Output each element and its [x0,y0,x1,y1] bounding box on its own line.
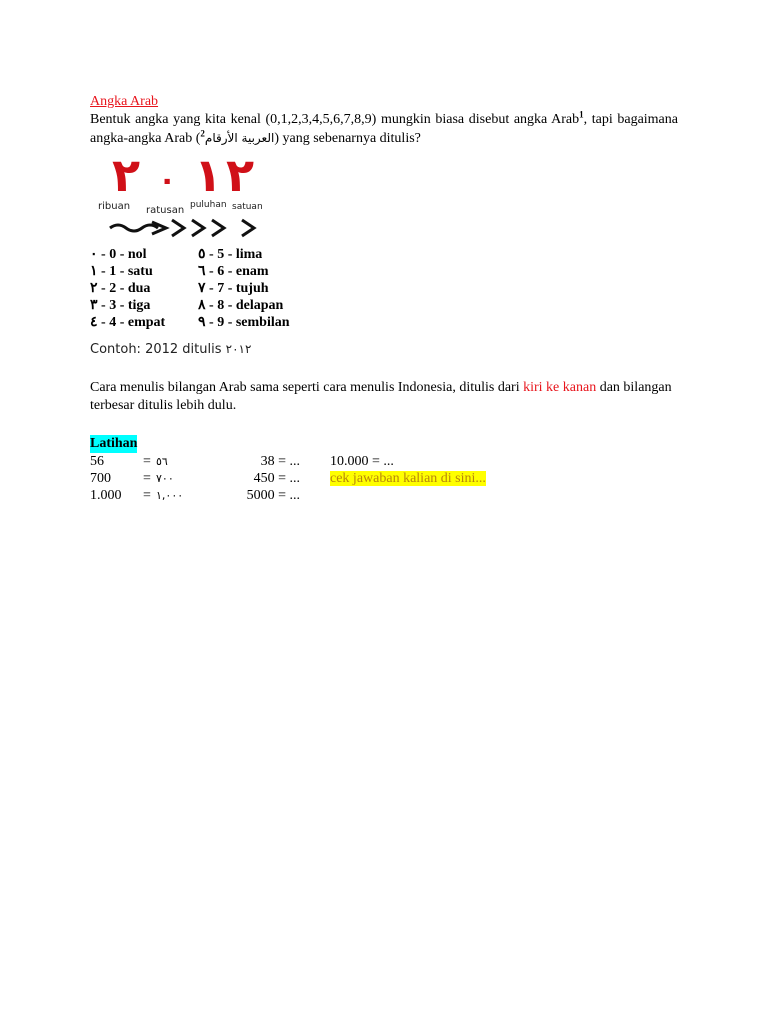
exercise-grid [90,453,678,504]
exercise-question: 10.000 = ... [330,454,394,469]
place-label-ratusan: ratusan [146,205,185,216]
exercise-question: 5000 = ... [246,488,300,503]
digit-units: ٢ [226,148,255,202]
heading-link[interactable]: Angka Arab [90,94,159,109]
example-text: Contoh: 2012 ditulis [90,342,226,357]
rule-text-1: Cara menulis bilangan Arab sama seperti cara menulis Indonesia, ditulis dari [90,380,524,395]
numeral-row: ٦ - 6 - enam [198,264,269,279]
numeral-column-right [198,246,398,331]
place-label-satuan: satuan [232,202,263,212]
rule-highlight: kiri ke kanan [523,380,597,395]
exercise-number: 700 [90,471,111,486]
exercise-arabic: ١,٠٠٠ [156,489,184,502]
exercise-arabic: ٥٦ [156,455,168,468]
arabic-term: العربية الأرقام [204,131,275,145]
exercise-arabic: ٧٠٠ [156,472,174,485]
numeral-row: ١ - 1 - satu [90,264,153,279]
exercise-title: Latihan [90,436,138,451]
example-line [90,340,678,359]
example-arabic: ٢٠١٢ [225,342,252,356]
exercise-question [330,487,678,504]
digit-tens: ١ [194,148,223,202]
document-page [90,93,678,504]
numeral-row: ٢ - 2 - dua [90,281,151,296]
numeral-row: ٣ - 3 - tiga [90,298,151,313]
direction-arrow-icon [108,214,268,240]
footnote-2[interactable]: 2 [200,128,205,139]
exercise-number: 1.000 [90,488,122,503]
numeral-row: ٠ - 0 - nol [90,247,147,262]
equals-sign: = [143,454,151,469]
numeral-row: ٩ - 9 - sembilan [198,315,290,330]
intro-text-2: , tapi bagaimana angka-angka Arab ( [90,112,678,146]
exercise-question: 450 = ... [253,471,300,486]
intro-paragraph [90,111,678,148]
numeral-row: ٨ - 8 - delapan [198,298,284,313]
numeral-list [90,246,678,331]
digit-hundreds: ٠ [158,163,177,198]
intro-text-1: Bentuk angka yang kita kenal (0,1,2,3,4,5,6,7,8,9) mungkin biasa disebut angka Arab [90,112,580,127]
place-label-ribuan: ribuan [98,201,131,212]
numeral-column-left [90,246,198,331]
equals-sign: = [143,488,151,503]
exercise-section [90,435,678,504]
footnote-1[interactable]: 1 [579,109,584,120]
intro-text-3: ) yang sebenarnya ditulis? [274,131,421,146]
place-label-puluhan: puluhan [190,200,227,210]
arabic-digits [108,150,258,200]
arabic-2012-figure [90,148,270,244]
answer-link[interactable]: cek jawaban kalian di sini... [330,471,486,486]
writing-rule-paragraph [90,379,678,415]
numeral-row: ٥ - 5 - lima [198,247,263,262]
numeral-row: ٧ - 7 - tujuh [198,281,269,296]
rule-text-2: dan bilangan terbesar ditulis lebih dulu. [90,380,672,413]
exercise-number: 56 [90,454,104,469]
numeral-row: ٤ - 4 - empat [90,315,166,330]
equals-sign: = [143,471,151,486]
exercise-question: 38 = ... [260,454,300,469]
digit-thousands: ٢ [112,148,141,202]
